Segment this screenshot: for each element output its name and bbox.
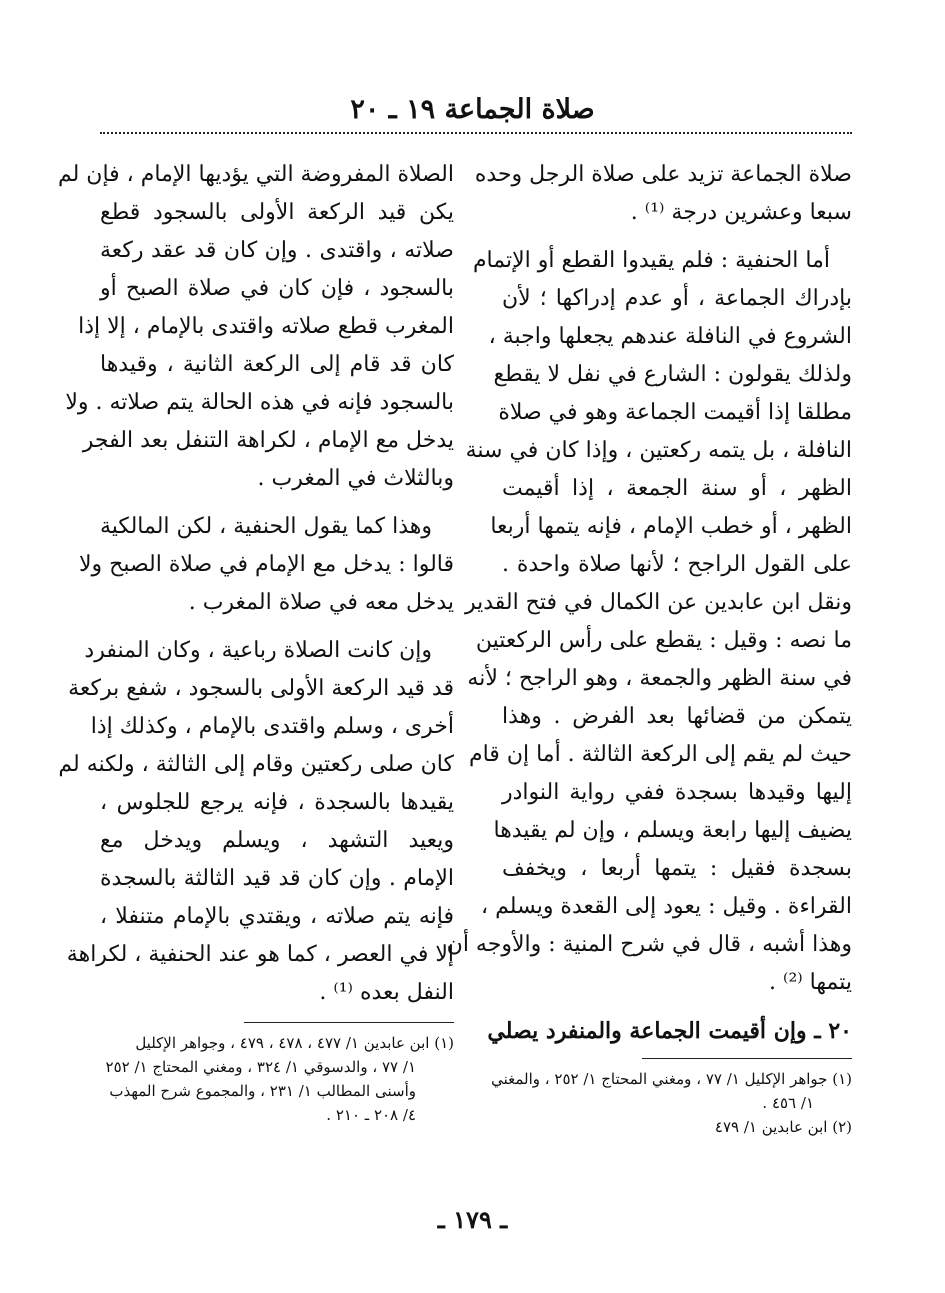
text-line: الشروع في النافلة عندهم يجعلها واجبة ، [488,324,852,349]
text-line: في سنة الظهر والجمعة ، وهو الراجح ؛ لأنه [467,666,852,691]
text-line: إليها وقيدها بسجدة ففي رواية النوادر [502,780,852,805]
text-line: يضيف إليها رابعة ويسلم ، وإن لم يقيدها [493,818,852,843]
text-line: أخرى ، وسلم واقتدى بالإمام ، وكذلك إذا [90,714,454,739]
text-line: صلاة الجماعة تزيد على صلاة الرجل وحده [474,162,852,187]
text-line: بسجدة فقيل : يتمها أربعا ، ويخفف [502,856,852,881]
text-line: النافلة ، بل يتمه ركعتين ، وإذا كان في سنة [465,438,852,463]
text-line: حيث لم يقم إلى الركعة الثالثة . أما إن قام [468,742,852,767]
running-header: صلاة الجماعة ١٩ ـ ٢٠ [350,94,595,125]
text-line: يتمكن من قضائها بعد الفرض . وهذا [502,704,852,729]
text-line: صلاته ، واقتدى . وإن كان قد عقد ركعة [100,238,454,263]
text-line: وهذا كما يقول الحنفية ، لكن المالكية [100,514,432,539]
text-line: إلا في العصر ، كما هو عند الحنفية ، لكراهة [66,942,454,967]
text-line: فإنه يتم صلاته ، ويقتدي بالإمام متنفلا ، [100,904,454,929]
text-line: قالوا : يدخل مع الإمام في صلاة الصبح ولا [78,552,454,577]
paragraph [58,632,454,1012]
text-line: قد قيد الركعة الأولى بالسجود ، شفع بركعة [68,676,454,701]
paragraph [446,242,852,1002]
text-line: على القول الراجح ؛ لأنها صلاة واحدة . [502,552,852,577]
text-line: الصلاة المفروضة التي يؤديها الإمام ، فإن لم [57,162,454,187]
text-line: ونقل ابن عابدين عن الكمال في فتح القدير [464,590,852,615]
text-line: يدخل معه في صلاة المغرب . [188,590,454,615]
footnote: (١) ابن عابدين ١/ ٤٧٧ ، ٤٧٨ ، ٤٧٩ ، وجواهر الإكليل [135,1034,454,1052]
footnote: (١) جواهر الإكليل ١/ ٧٧ ، ومغني المحتاج ١/ ٢٥٢ ، والمغني [491,1070,852,1088]
footnote-continuation: ١/ ٤٥٦ . [762,1094,814,1112]
right-column [446,156,852,1139]
text-line: الإمام . وإن كان قد قيد الثالثة بالسجدة [100,866,454,891]
footnote-continuation: وأسنى المطالب ١/ ٢٣١ ، والمجموع شرح المهذب [109,1082,416,1100]
section-heading-line: ٢٠ ـ وإن أقيمت الجماعة والمنفرد يصلي [487,1018,852,1044]
text-line: ما نصه : وقيل : يقطع على رأس الركعتين [475,628,852,653]
footnote-rule [642,1058,852,1059]
footnote-rule [244,1022,454,1023]
text-line: كان صلى ركعتين وقام إلى الثالثة ، ولكنه لم [58,752,454,777]
page-number: ـ ١٧٩ ـ [437,1205,508,1234]
footnote-continuation: ٤/ ٢٠٨ ـ ٢١٠ . [326,1106,416,1124]
text-line: بالسجود فإنه في هذه الحالة يتم صلاته . ولا [65,390,454,415]
text-line: وإن كانت الصلاة رباعية ، وكان المنفرد [84,638,432,663]
text-line: سبعا وعشرين درجة ⁽¹⁾ . [630,200,852,225]
text-line: الظهر ، أو سنة الجمعة ، إذا أقيمت [502,476,852,501]
text-line: ويعيد التشهد ، ويسلم ويدخل مع [100,828,454,853]
text-line: ولذلك يقولون : الشارع في نفل لا يقطع [493,362,852,387]
text-line: المغرب قطع صلاته واقتدى بالإمام ، إلا إذا [78,314,454,339]
text-line: يقيدها بالسجدة ، فإنه يرجع للجلوس ، [100,790,454,815]
text-line: القراءة . وقيل : يعود إلى القعدة ويسلم ، [481,894,852,919]
text-line: الظهر ، أو خطب الإمام ، فإنه يتمها أربعا [490,514,852,539]
text-line: مطلقا إذا أقيمت الجماعة وهو في صلاة [498,400,852,425]
text-line: بالسجود ، فإن كان في صلاة الصبح أو [100,276,454,301]
paragraph [57,156,454,498]
header-dotted-rule [100,132,852,134]
text-line: بإدراك الجماعة ، أو عدم إدراكها ؛ لأن [502,286,852,311]
text-line: وبالثلاث في المغرب . [257,466,454,491]
paragraph [474,156,852,232]
paragraph [78,508,454,622]
footnote: (٢) ابن عابدين ١/ ٤٧٩ [714,1118,852,1136]
footnote-continuation: ١/ ٧٧ ، والدسوقي ١/ ٣٢٤ ، ومغني المحتاج ١/ ٢٥٢ [105,1058,416,1076]
text-line: النفل بعده ⁽¹⁾ . [319,980,454,1005]
text-line: يدخل مع الإمام ، لكراهة التنفل بعد الفجر [82,428,454,453]
left-column [57,156,454,1127]
text-line: كان قد قام إلى الركعة الثانية ، وقيدها [100,352,454,377]
text-line: وهذا أشبه ، قال في شرح المنية : والأوجه أن [446,932,852,957]
text-line: يتمها ⁽²⁾ . [769,970,852,995]
text-line: يكن قيد الركعة الأولى بالسجود قطع [100,200,454,225]
text-line: أما الحنفية : فلم يقيدوا القطع أو الإتمام [472,248,830,273]
